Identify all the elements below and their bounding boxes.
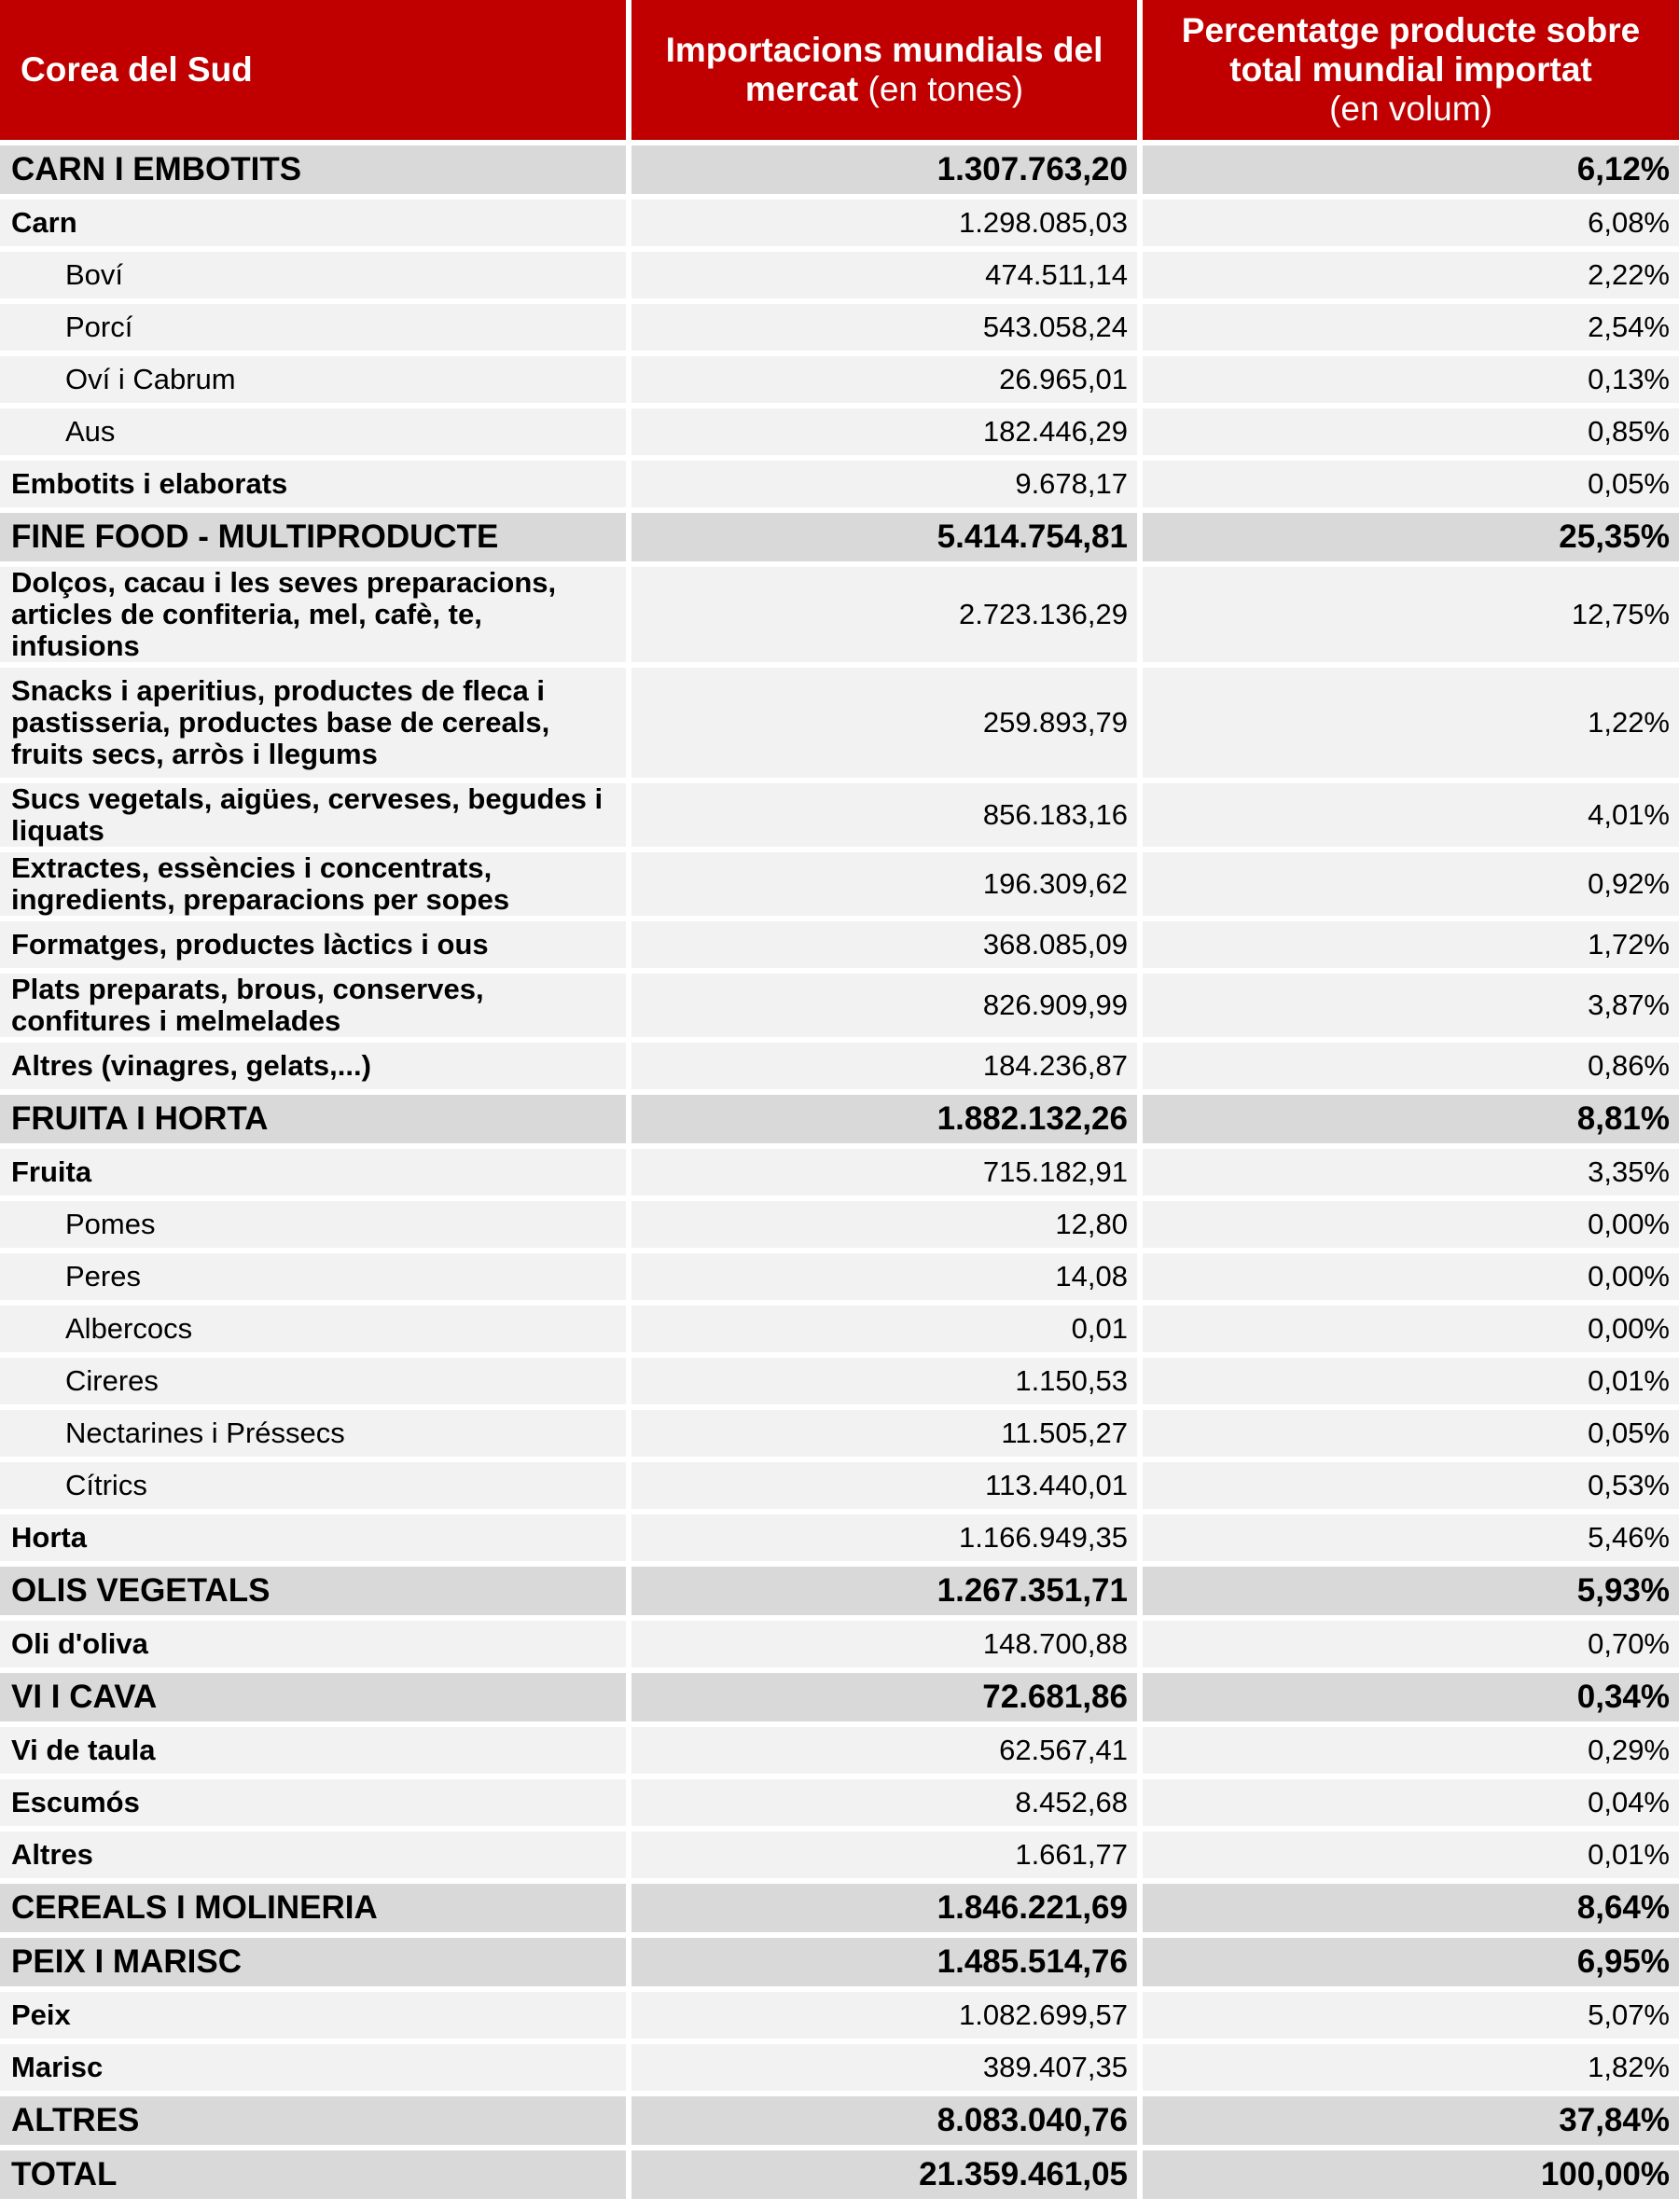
row-label: Boví: [0, 252, 631, 304]
category-row: [0, 513, 1679, 567]
row-tons: 9.678,17: [631, 461, 1143, 513]
item-row: [0, 356, 1679, 408]
row-label: CEREALS I MOLINERIA: [0, 1884, 631, 1938]
row-label: TOTAL: [0, 2150, 631, 2205]
subcategory-row: [0, 1992, 1679, 2044]
row-label: Carn: [0, 200, 631, 252]
row-label: Embotits i elaborats: [0, 461, 631, 513]
row-label: Formatges, productes làctics i ous: [0, 921, 631, 974]
row-tons: 26.965,01: [631, 356, 1143, 408]
row-tons: 1.846.221,69: [631, 1884, 1143, 1938]
category-row: [0, 2096, 1679, 2150]
subcategory-row: [0, 852, 1679, 921]
row-pct: 8,64%: [1143, 1884, 1679, 1938]
row-pct: 100,00%: [1143, 2150, 1679, 2205]
row-pct: 3,35%: [1143, 1149, 1679, 1201]
row-pct: 4,01%: [1143, 783, 1679, 852]
row-tons: 856.183,16: [631, 783, 1143, 852]
row-pct: 0,53%: [1143, 1462, 1679, 1514]
subcategory-row: [0, 1149, 1679, 1201]
category-row: [0, 1884, 1679, 1938]
row-pct: 5,46%: [1143, 1514, 1679, 1567]
row-tons: 1.166.949,35: [631, 1514, 1143, 1567]
row-label: Peix: [0, 1992, 631, 2044]
row-tons: 543.058,24: [631, 304, 1143, 356]
row-tons: 14,08: [631, 1253, 1143, 1306]
row-label: Dolços, cacau i les seves preparacions, articles de confiteria, mel, cafè, te, infusions: [0, 567, 631, 668]
row-pct: 0,34%: [1143, 1673, 1679, 1727]
subcategory-row: [0, 2044, 1679, 2096]
row-pct: 0,86%: [1143, 1043, 1679, 1095]
country-header: Corea del Sud: [0, 0, 631, 145]
subcategory-row: [0, 1514, 1679, 1567]
row-label: Escumós: [0, 1779, 631, 1832]
row-tons: 184.236,87: [631, 1043, 1143, 1095]
row-tons: 715.182,91: [631, 1149, 1143, 1201]
row-tons: 72.681,86: [631, 1673, 1143, 1727]
subcategory-row: [0, 461, 1679, 513]
percentage-header-unit: (en volum): [1329, 90, 1492, 128]
row-tons: 8.083.040,76: [631, 2096, 1143, 2150]
percentage-header: [1143, 0, 1679, 145]
category-row: [0, 1095, 1679, 1149]
imports-header-unit: (en tones): [867, 70, 1024, 108]
row-pct: 0,01%: [1143, 1358, 1679, 1410]
subcategory-row: [0, 200, 1679, 252]
row-pct: 0,92%: [1143, 852, 1679, 921]
row-pct: 2,54%: [1143, 304, 1679, 356]
item-row: [0, 1462, 1679, 1514]
subcategory-row: [0, 1621, 1679, 1673]
row-tons: 1.485.514,76: [631, 1938, 1143, 1992]
row-label: FRUITA I HORTA: [0, 1095, 631, 1149]
row-tons: 62.567,41: [631, 1727, 1143, 1779]
row-label: Cireres: [0, 1358, 631, 1410]
row-pct: 0,01%: [1143, 1832, 1679, 1884]
row-label: FINE FOOD - MULTIPRODUCTE: [0, 513, 631, 567]
row-pct: 0,04%: [1143, 1779, 1679, 1832]
row-label: Peres: [0, 1253, 631, 1306]
subcategory-row: [0, 1779, 1679, 1832]
row-pct: 0,05%: [1143, 461, 1679, 513]
row-tons: 389.407,35: [631, 2044, 1143, 2096]
row-pct: 0,00%: [1143, 1253, 1679, 1306]
row-label: ALTRES: [0, 2096, 631, 2150]
row-tons: 148.700,88: [631, 1621, 1143, 1673]
subcategory-row: [0, 567, 1679, 668]
item-row: [0, 1201, 1679, 1253]
row-tons: 8.452,68: [631, 1779, 1143, 1832]
row-pct: 6,12%: [1143, 145, 1679, 200]
row-tons: 474.511,14: [631, 252, 1143, 304]
row-tons: 1.298.085,03: [631, 200, 1143, 252]
row-label: Extractes, essències i concentrats, ingredients, preparacions per sopes: [0, 852, 631, 921]
row-label: Oví i Cabrum: [0, 356, 631, 408]
row-label: Snacks i aperitius, productes de fleca i pastisseria, productes base de cereals, fruits secs, arròs i llegums: [0, 668, 631, 783]
item-row: [0, 1410, 1679, 1462]
row-pct: 0,70%: [1143, 1621, 1679, 1673]
row-label: Nectarines i Préssecs: [0, 1410, 631, 1462]
row-tons: 1.661,77: [631, 1832, 1143, 1884]
row-tons: 1.307.763,20: [631, 145, 1143, 200]
row-pct: 1,72%: [1143, 921, 1679, 974]
row-pct: 2,22%: [1143, 252, 1679, 304]
subcategory-row: [0, 783, 1679, 852]
category-row: [0, 1938, 1679, 1992]
row-label: CARN I EMBOTITS: [0, 145, 631, 200]
row-pct: 3,87%: [1143, 974, 1679, 1043]
row-pct: 5,93%: [1143, 1567, 1679, 1621]
row-tons: 196.309,62: [631, 852, 1143, 921]
row-label: Marisc: [0, 2044, 631, 2096]
row-label: PEIX I MARISC: [0, 1938, 631, 1992]
row-tons: 113.440,01: [631, 1462, 1143, 1514]
row-pct: 6,08%: [1143, 200, 1679, 252]
item-row: [0, 1306, 1679, 1358]
row-pct: 0,00%: [1143, 1306, 1679, 1358]
row-tons: 1.082.699,57: [631, 1992, 1143, 2044]
row-tons: 1.150,53: [631, 1358, 1143, 1410]
row-tons: 182.446,29: [631, 408, 1143, 461]
row-label: Plats preparats, brous, conserves, confitures i melmelades: [0, 974, 631, 1043]
row-label: Porcí: [0, 304, 631, 356]
row-pct: 0,85%: [1143, 408, 1679, 461]
row-tons: 1.267.351,71: [631, 1567, 1143, 1621]
total-row: [0, 2150, 1679, 2205]
row-label: VI I CAVA: [0, 1673, 631, 1727]
row-tons: 368.085,09: [631, 921, 1143, 974]
table-header-row: [0, 0, 1679, 145]
row-pct: 12,75%: [1143, 567, 1679, 668]
row-pct: 0,00%: [1143, 1201, 1679, 1253]
row-tons: 2.723.136,29: [631, 567, 1143, 668]
subcategory-row: [0, 1727, 1679, 1779]
item-row: [0, 304, 1679, 356]
row-pct: 1,82%: [1143, 2044, 1679, 2096]
subcategory-row: [0, 1832, 1679, 1884]
row-label: Horta: [0, 1514, 631, 1567]
subcategory-row: [0, 974, 1679, 1043]
row-pct: 0,13%: [1143, 356, 1679, 408]
row-tons: 1.882.132,26: [631, 1095, 1143, 1149]
row-tons: 0,01: [631, 1306, 1143, 1358]
row-tons: 826.909,99: [631, 974, 1143, 1043]
row-pct: 6,95%: [1143, 1938, 1679, 1992]
row-label: Pomes: [0, 1201, 631, 1253]
row-label: Altres: [0, 1832, 631, 1884]
category-row: [0, 145, 1679, 200]
row-pct: 0,29%: [1143, 1727, 1679, 1779]
row-pct: 1,22%: [1143, 668, 1679, 783]
row-label: Vi de taula: [0, 1727, 631, 1779]
row-pct: 5,07%: [1143, 1992, 1679, 2044]
category-row: [0, 1567, 1679, 1621]
row-pct: 25,35%: [1143, 513, 1679, 567]
row-label: Oli d'oliva: [0, 1621, 631, 1673]
row-label: Aus: [0, 408, 631, 461]
item-row: [0, 1253, 1679, 1306]
row-pct: 37,84%: [1143, 2096, 1679, 2150]
item-row: [0, 1358, 1679, 1410]
row-label: OLIS VEGETALS: [0, 1567, 631, 1621]
row-tons: 21.359.461,05: [631, 2150, 1143, 2205]
row-tons: 259.893,79: [631, 668, 1143, 783]
row-tons: 12,80: [631, 1201, 1143, 1253]
row-label: Altres (vinagres, gelats,...): [0, 1043, 631, 1095]
imports-header: [631, 0, 1143, 145]
percentage-header-title: Percentatge producte sobre total mundial importat: [1181, 11, 1641, 89]
subcategory-row: [0, 921, 1679, 974]
category-row: [0, 1673, 1679, 1727]
subcategory-row: [0, 668, 1679, 783]
row-label: Sucs vegetals, aigües, cerveses, begudes i liquats: [0, 783, 631, 852]
row-pct: 8,81%: [1143, 1095, 1679, 1149]
imports-header-title: Importacions mundials del mercat: [665, 31, 1103, 108]
row-label: Fruita: [0, 1149, 631, 1201]
subcategory-row: [0, 1043, 1679, 1095]
row-label: Cítrics: [0, 1462, 631, 1514]
row-tons: 11.505,27: [631, 1410, 1143, 1462]
item-row: [0, 408, 1679, 461]
row-pct: 0,05%: [1143, 1410, 1679, 1462]
row-label: Albercocs: [0, 1306, 631, 1358]
item-row: [0, 252, 1679, 304]
row-tons: 5.414.754,81: [631, 513, 1143, 567]
